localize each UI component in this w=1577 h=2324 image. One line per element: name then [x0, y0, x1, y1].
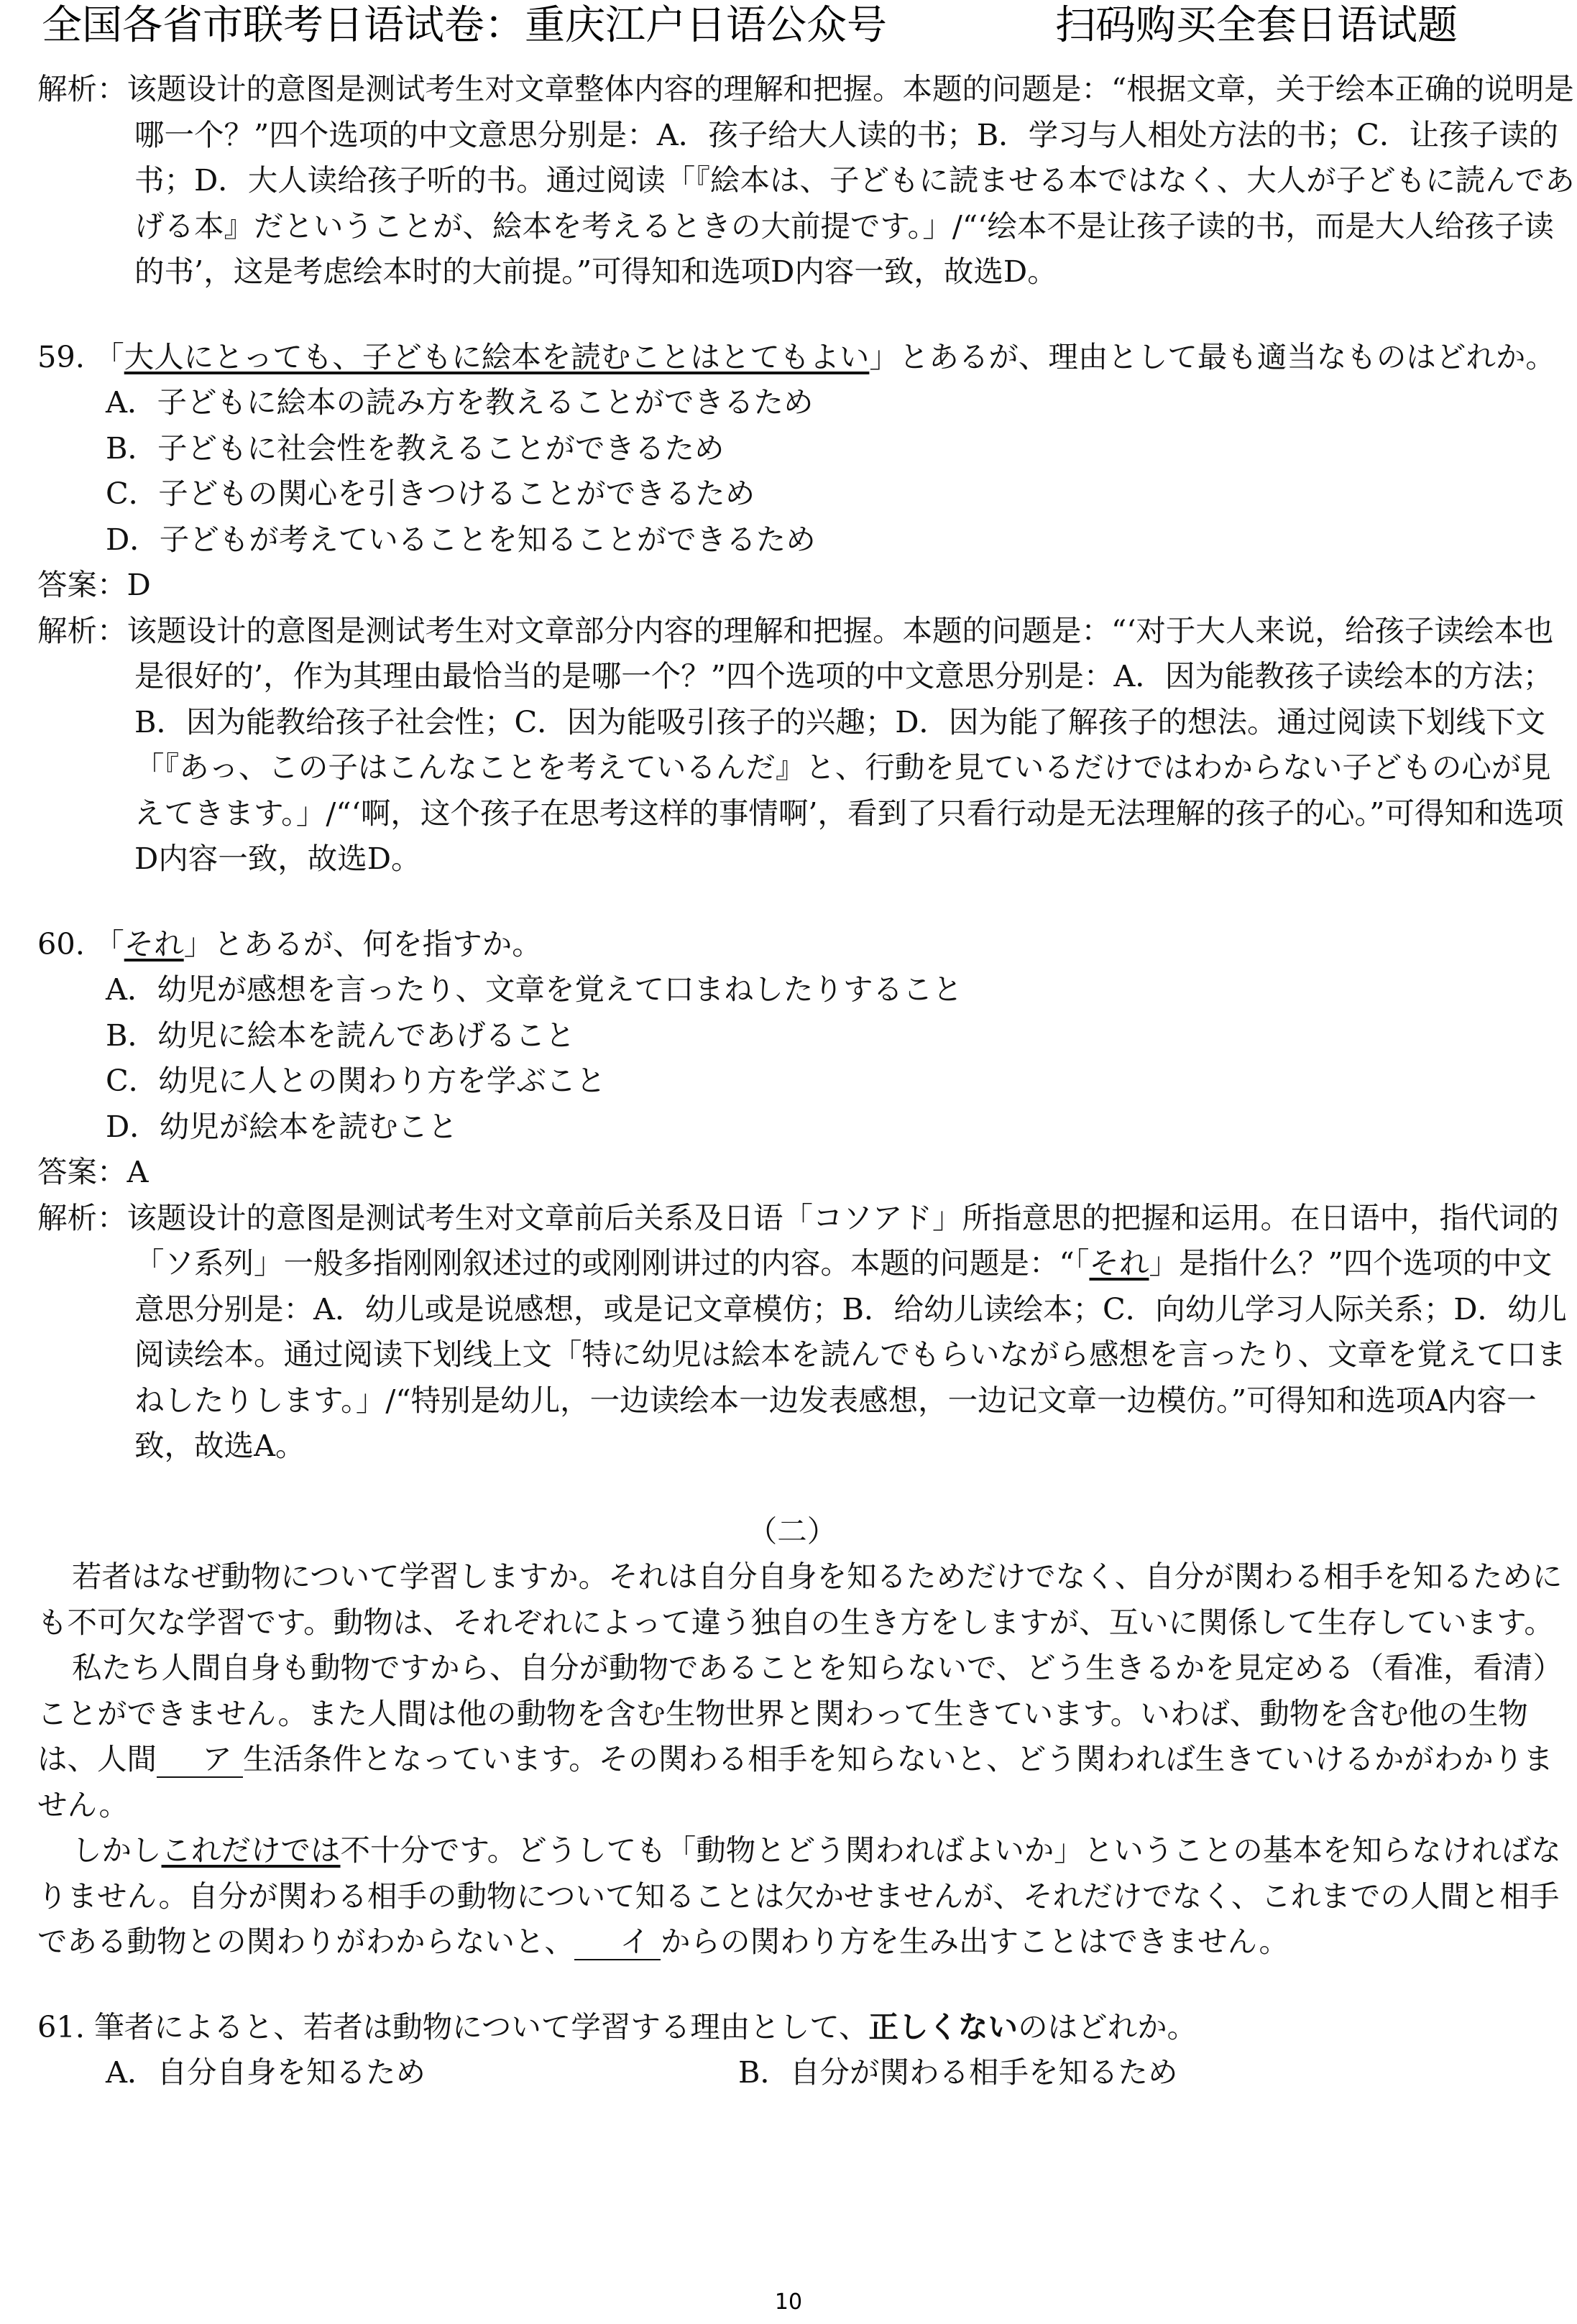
q60-number: 60. 「: [37, 926, 124, 962]
q60-expl-underlined: それ: [1089, 1245, 1149, 1281]
blank-a: ア: [157, 1742, 243, 1778]
section-2-title: （二）: [747, 1513, 837, 1549]
q60-option-d: D．幼児が絵本を読むこと: [106, 1108, 458, 1144]
q61-option-a: A．自分自身を知るため: [106, 2055, 426, 2090]
q59-option-d: D．子どもが考えていることを知ることができるため: [106, 521, 816, 557]
q60-explanation: [37, 1195, 1576, 1469]
q60-option-c: C．幼児に人との関わり方を学ぶこと: [106, 1063, 606, 1098]
q59-option-c: C．子どもの関心を引きつけることができるため: [106, 476, 755, 511]
p3-underlined-text: これだけでは: [161, 1832, 341, 1868]
q59-option-a: A．子どもに絵本の読み方を教えることができるため: [106, 384, 814, 420]
passage-paragraph-1: 若者はなぜ動物について学習しますか。それは自分自身を知るためだけでなく、自分が関わる相手を知るためにも不可欠な学習です。動物は、それぞれによって違う独自の生き方をしますが、互いに関係して生存しています。: [37, 1559, 1563, 1640]
spacer: [37, 1469, 1576, 1508]
spacer: [37, 882, 1576, 921]
q58-explanation: 解析：该题设计的意图是测试考生对文章整体内容的理解和把握。本题的问题是：“根据文章，关于绘本正确的说明是哪一个？”四个选项的中文意思分别是：A．孩子给大人读的书；B．学习与人相处方法的书；C．让孩子读的书；D．大人读给孩子听的书。通过阅读「『絵本は、子どもに読ませる本ではなく、大人が子どもに読んであげる本』だということが、絵本を考えるときの大前提です。」/“‘绘本不是让孩子读的书，而是大人给孩子读的书’，这是考虑绘本时的大前提。”可得知和选项D内容一致，故选D。: [37, 71, 1575, 289]
page-header: [42, 0, 1551, 52]
q59-question-rest: 」とあるが、理由として最も適当なものはどれか。: [869, 338, 1555, 374]
q61-part1: 61. 筆者によると、若者は動物について学習する理由として、: [37, 2009, 869, 2044]
q59-underlined-text: 大人にとっても、子どもに絵本を読むことはとてもよい: [124, 338, 870, 374]
blank-i: イ: [574, 1924, 661, 1960]
header-left-title: 全国各省市联考日语试卷：重庆江户日语公众号: [42, 2, 887, 49]
p2-part1: 私たち人間自身も動物ですから、自分が動物であることを知らないで、どう生きるかを見定める（看准，看清）ことができません。また人間は他の動物を含む生物世界と関わって生きています。いわば、動物を含む他の生物は、人間: [37, 1650, 1563, 1776]
spacer: [37, 295, 1576, 334]
q60-underlined-text: それ: [124, 926, 184, 962]
p2-part2: 生活条件となっています。その関わる相手を知らないと、どう関われば生きていけるかがわかりません。: [37, 1741, 1553, 1822]
q59-answer: 答案：D: [37, 567, 151, 602]
page-content: [37, 66, 1576, 2095]
p3-part1: しかし: [72, 1832, 162, 1868]
q59-number: 59. 「: [37, 338, 124, 374]
q60-answer: 答案：A: [37, 1154, 149, 1189]
q60-question: [37, 921, 1576, 967]
q59-option-b: B．子どもに社会性を教えることができるため: [106, 430, 725, 466]
page-number: 10: [774, 2290, 803, 2315]
q59-question: [37, 334, 1576, 380]
p3-part3: からの関わり方を生み出すことはできません。: [661, 1924, 1289, 1959]
p3-part2: 不十分です。どうしても「動物とどう関わればよいか」ということの基本を知らなければなりません。自分が関わる相手の動物について知ることは欠かせませんが、それだけでなく、これまでの人間と相手である動物との関わりがわからないと、: [37, 1832, 1561, 1959]
q60-option-b: B．幼児に絵本を読んであげること: [106, 1017, 575, 1053]
q60-expl-part2: 」是指什么？”四个选项的中文意思分别是：A．幼儿或是说感想，或是记文章模仿；B．给幼儿读绘本；C．向幼儿学习人际关系；D．幼儿阅读绘本。通过阅读下划线上文「特に幼児は絵本を読んでもらいながら感想を言ったり、文章を覚えて口まねしたりします。」/“特别是幼儿，一边读绘本一边发表感想，一边记文章一边模仿。”可得知和选项A内容一致，故选A。: [134, 1245, 1567, 1463]
spacer: [37, 1965, 1576, 2004]
q61-option-b: B．自分が関わる相手を知るため: [738, 2055, 1178, 2090]
passage-paragraph-3: [37, 1827, 1576, 1965]
q60-option-a: A．幼児が感想を言ったり、文章を覚えて口まねしたりすること: [106, 972, 962, 1007]
passage-paragraph-2: [37, 1645, 1576, 1827]
q61-part2: のはどれか。: [1018, 2009, 1197, 2044]
q61-question: [37, 2004, 1576, 2050]
q60-expl-part1: 解析：该题设计的意图是测试考生对文章前后关系及日语「コソアド」所指意思的把握和运用。在日语中，指代词的「ソ系列」一般多指刚刚叙述过的或刚刚讲过的内容。本题的问题是：“「: [37, 1199, 1559, 1281]
header-right-title: 扫码购买全套日语试题: [1055, 2, 1458, 49]
q59-explanation: 解析：该题设计的意图是测试考生对文章部分内容的理解和把握。本题的问题是：“‘对于大人来说，给孩子读绘本也是很好的’，作为其理由最恰当的是哪一个？”四个选项的中文意思分别是：A．因为能教孩子读绘本的方法；B．因为能教给孩子社会性；C．因为能吸引孩子的兴趣；D．因为能了解孩子的想法。通过阅读下划线下文「『あっ、この子はこんなことを考えているんだ』と、行動を見ているだけではわからない子どもの心が見えてきます。」/“‘啊，这个孩子在思考这样的事情啊’，看到了只看行动是无法理解的孩子的心。”可得知和选项D内容一致，故选D。: [37, 612, 1564, 876]
q61-options-row: [37, 2049, 1576, 2095]
q60-question-rest: 」とあるが、何を指すか。: [183, 926, 542, 962]
q61-emphasis: 正しくない: [868, 2009, 1019, 2044]
